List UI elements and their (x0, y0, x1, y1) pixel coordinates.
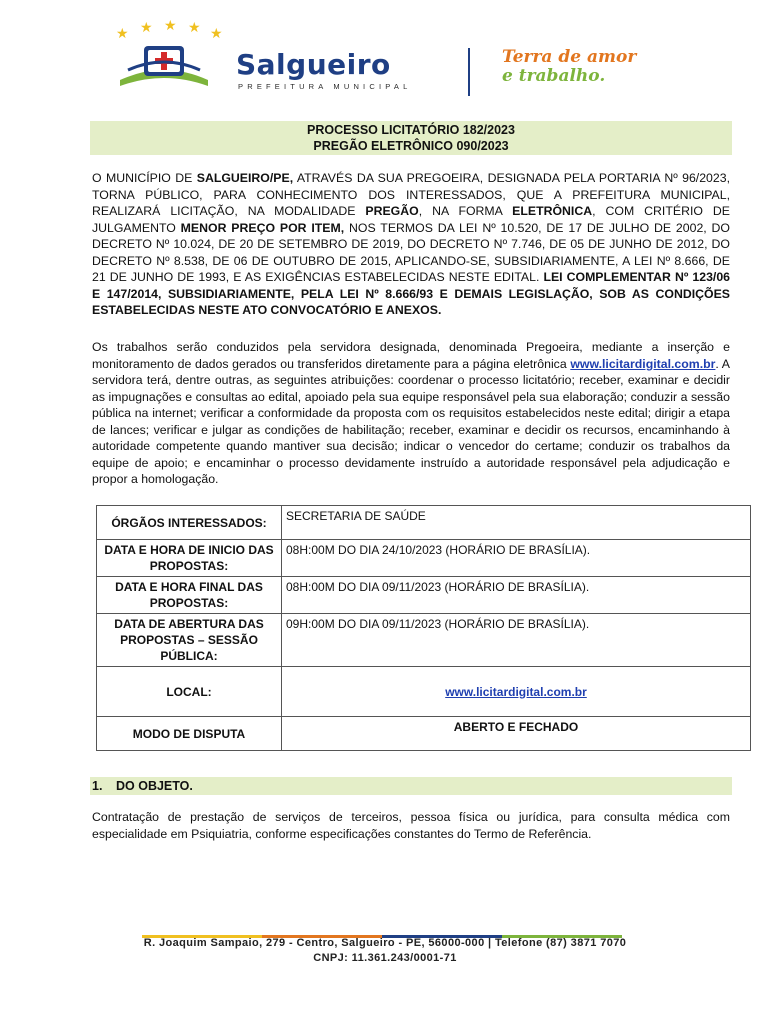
slogan (502, 48, 636, 86)
info-table (96, 505, 751, 751)
table-row (97, 577, 751, 614)
intro-text: , COM CRITÉRIO DE JULGAMENTO (92, 204, 730, 235)
table-value: SECRETARIA DE SAÚDE (282, 506, 751, 540)
slogan-line-2: e trabalho. (502, 66, 606, 86)
licitar-digital-link[interactable]: www.licitardigital.com.br (570, 356, 716, 371)
table-row (97, 540, 751, 577)
conduct-paragraph (92, 339, 730, 488)
table-row (97, 667, 751, 717)
table-key: ÓRGÃOS INTERESSADOS: (97, 506, 282, 540)
star-icon: ★ (188, 19, 201, 35)
paragraph-text: . A servidora terá, dentre outras, as seguintes atribuições: coordenar o processo licitatório; receber, examinar e decidir as impugnações e consultas ao edital, apoiado pela sua equipe responsável pela sua elaboração; conduzir a sessão pública na internet; verificar a conformidade da proposta com os requisitos estabelecidos neste edital; dirigir a etapa de lances; verificar e julgar as condições de habilitação; receber, examinar e decidir os recursos, encaminhando à autoridade competente quando mantiver sua decisão; indicar o vencedor do certame; conduzir os trabalhos da equipe de apoio; e encaminhar o processo devidamente instruído a autoridade responsável pela adjudicação e propor a homologação. (92, 356, 731, 486)
section-heading (90, 777, 732, 795)
intro-bold: PREGÃO (365, 204, 419, 218)
table-value: 08H:00M DO DIA 09/11/2023 (HORÁRIO DE BRASÍLIA). (282, 577, 751, 614)
table-value: ABERTO E FECHADO (282, 717, 751, 751)
process-title: PROCESSO LICITATÓRIO 182/2023 (307, 123, 515, 137)
star-icon: ★ (210, 25, 223, 41)
intro-bold: SALGUEIRO/PE, (196, 171, 294, 185)
municipal-emblem-icon (118, 40, 210, 88)
table-key: LOCAL: (97, 667, 282, 717)
brand-name: Salgueiro (236, 48, 391, 81)
table-row (97, 506, 751, 540)
intro-paragraph (92, 170, 730, 319)
section-body: Contratação de prestação de serviços de terceiros, pessoa física ou jurídica, para consulta médica com especialidade em Psiquiatria, conforme especificações constantes do Termo de Referência. (92, 810, 730, 841)
intro-text: ATRAVÉS DA SUA PREGOEIRA, DESIGNADA PELA PORTARIA Nº 96/2023, TORNA PÚBLICO, PARA CONHECIMENTO DOS INTERESSADOS, QUE A PREFEITURA MUNICIPAL, REALIZARÁ LICITAÇÃO, NA MODALIDADE (92, 171, 730, 218)
intro-text: O MUNICÍPIO DE (92, 171, 197, 185)
table-key: DATA E HORA DE INICIO DAS PROPOSTAS: (97, 540, 282, 577)
table-value: 09H:00M DO DIA 09/11/2023 (HORÁRIO DE BRASÍLIA). (282, 614, 751, 667)
paragraph-text: Os trabalhos serão conduzidos pela servidora designada, denominada Pregoeira, mediante a inserção e monitoramento de dados gerados ou transferidos diretamente para a página eletrônica (92, 340, 730, 371)
brand-subtitle: PREFEITURA MUNICIPAL (238, 82, 412, 91)
star-icon: ★ (116, 25, 129, 41)
header-divider (468, 48, 470, 96)
footer-address: R. Joaquim Sampaio, 279 - Centro, Salgueiro - PE, 56000-000 | Telefone (87) 3871 7070 (143, 937, 627, 949)
table-value: 08H:00M DO DIA 24/10/2023 (HORÁRIO DE BRASÍLIA). (282, 540, 751, 577)
footer-rule (142, 925, 632, 928)
intro-text: NOS TERMOS DA LEI Nº 10.520, DE 17 DE JULHO DE 2002, DO DECRETO Nº 10.024, DE 20 DE SETEMBRO DE 2019, DO DECRETO Nº 7.746, DE 05 DE JUNHO DE 2012, DO DECRETO Nº 8.538, DE 06 DE OUTUBRO DE 2015, APLICANDO-SE, SUBSIDIARIAMENTE, A LEI Nº 8.666, DE 21 DE JUNHO DE 1993, E AS EXIGÊNCIAS ESTABELECIDAS NESTE EDITAL. (92, 220, 730, 284)
table-key: MODO DE DISPUTA (97, 717, 282, 751)
letterhead (110, 18, 710, 90)
table-row (97, 614, 751, 667)
intro-bold: ELETRÔNICA (512, 204, 593, 218)
table-key: DATA E HORA FINAL DAS PROPOSTAS: (97, 577, 282, 614)
table-row (97, 717, 751, 751)
intro-bold: LEI COMPLEMENTAR Nº 123/06 E 147/2014, SUBSIDIARIAMENTE, PELA LEI Nº 8.666/93 E DEMAIS LEGISLAÇÃO, SOB AS CONDIÇÕES ESTABELECIDAS NESTE ATO CONVOCATÓRIO E ANEXOS. (92, 270, 730, 317)
star-icon: ★ (164, 17, 177, 33)
footer-cnpj: CNPJ: 11.361.243/0001-71 (313, 952, 457, 964)
title-band (90, 121, 732, 155)
intro-bold: MENOR PREÇO POR ITEM, (180, 220, 345, 235)
slogan-line-1: Terra de amor (502, 47, 637, 67)
section-number: 1. (92, 779, 103, 793)
table-value-cell (282, 667, 751, 717)
stars-decoration (116, 17, 223, 41)
star-icon: ★ (140, 19, 153, 35)
pregao-title: PREGÃO ELETRÔNICO 090/2023 (313, 139, 509, 153)
table-key: DATA DE ABERTURA DAS PROPOSTAS – SESSÃO PÚBLICA: (97, 614, 282, 667)
section-title: DO OBJETO. (116, 779, 193, 793)
intro-text: , NA FORMA (418, 204, 513, 218)
local-link[interactable]: www.licitardigital.com.br (445, 684, 587, 699)
